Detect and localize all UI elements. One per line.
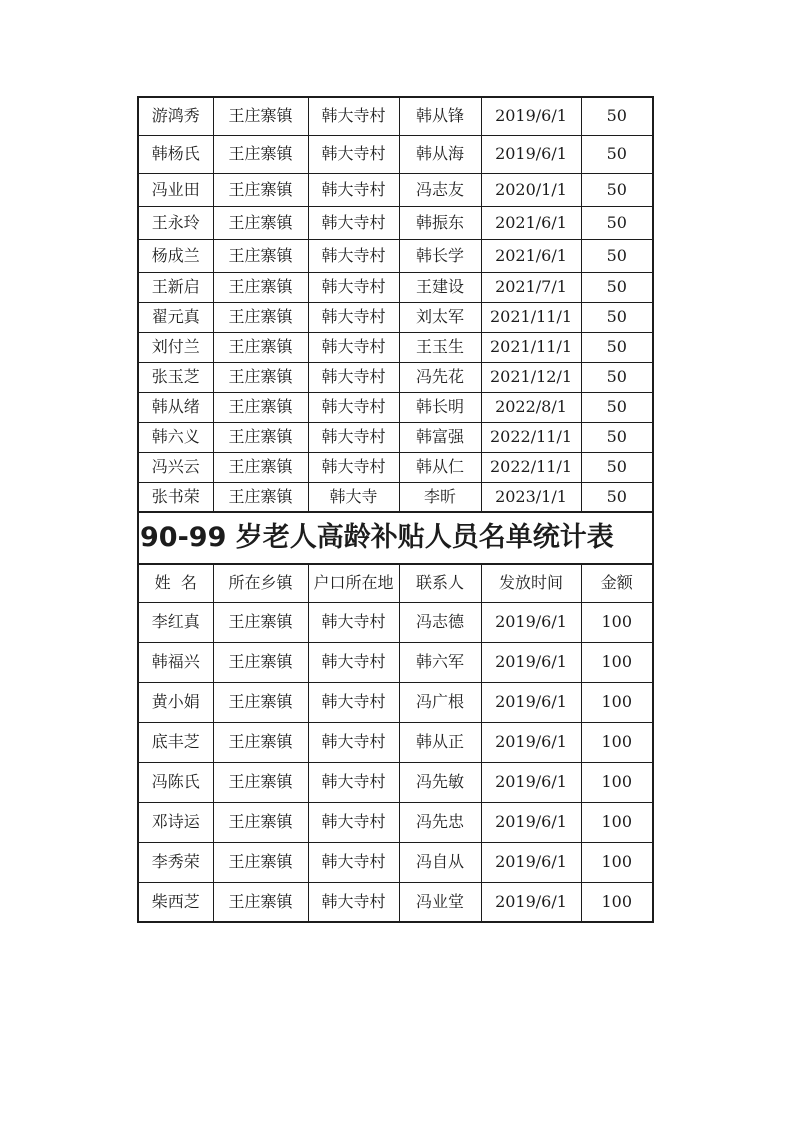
residence-cell: 韩大寺村 <box>308 682 399 722</box>
township-cell: 王庄寨镇 <box>213 272 308 302</box>
table-row <box>138 239 653 272</box>
date-cell: 2022/11/1 <box>481 422 581 452</box>
name-cell: 冯业田 <box>138 173 213 206</box>
table-row <box>138 842 653 882</box>
amount-cell: 100 <box>581 682 653 722</box>
residence-cell: 韩大寺村 <box>308 362 399 392</box>
table-row <box>138 206 653 239</box>
name-cell: 冯陈氏 <box>138 762 213 802</box>
name-cell: 韩杨氏 <box>138 135 213 173</box>
name-cell: 游鸿秀 <box>138 97 213 135</box>
amount-cell: 50 <box>581 239 653 272</box>
contact-cell: 刘太军 <box>399 302 481 332</box>
title-and-header-section <box>138 512 653 602</box>
contact-cell: 冯业堂 <box>399 882 481 922</box>
date-cell: 2019/6/1 <box>481 722 581 762</box>
name-cell: 张书荣 <box>138 482 213 512</box>
contact-cell: 王建设 <box>399 272 481 302</box>
contact-cell: 冯志德 <box>399 602 481 642</box>
name-cell: 李红真 <box>138 602 213 642</box>
date-cell: 2019/6/1 <box>481 762 581 802</box>
amount-cell: 100 <box>581 602 653 642</box>
date-cell: 2022/8/1 <box>481 392 581 422</box>
township-cell: 王庄寨镇 <box>213 362 308 392</box>
date-cell: 2021/12/1 <box>481 362 581 392</box>
contact-cell: 韩长明 <box>399 392 481 422</box>
table-row <box>138 97 653 135</box>
date-cell: 2019/6/1 <box>481 882 581 922</box>
residence-cell: 韩大寺村 <box>308 842 399 882</box>
name-cell: 刘付兰 <box>138 332 213 362</box>
amount-header: 金额 <box>581 564 653 602</box>
amount-cell: 50 <box>581 422 653 452</box>
residence-cell: 韩大寺村 <box>308 135 399 173</box>
name-cell: 韩从绪 <box>138 392 213 422</box>
residence-cell: 韩大寺村 <box>308 602 399 642</box>
residence-cell: 韩大寺村 <box>308 642 399 682</box>
date-header: 发放时间 <box>481 564 581 602</box>
township-cell: 王庄寨镇 <box>213 602 308 642</box>
amount-cell: 100 <box>581 882 653 922</box>
amount-cell: 50 <box>581 272 653 302</box>
name-cell: 翟元真 <box>138 302 213 332</box>
date-cell: 2021/6/1 <box>481 206 581 239</box>
township-header: 所在乡镇 <box>213 564 308 602</box>
residence-header: 户口所在地 <box>308 564 399 602</box>
table-row <box>138 362 653 392</box>
date-cell: 2019/6/1 <box>481 802 581 842</box>
name-cell: 柴西芝 <box>138 882 213 922</box>
residence-cell: 韩大寺村 <box>308 272 399 302</box>
residence-cell: 韩大寺村 <box>308 452 399 482</box>
name-cell: 李秀荣 <box>138 842 213 882</box>
contact-cell: 韩长学 <box>399 239 481 272</box>
amount-cell: 100 <box>581 762 653 802</box>
residence-cell: 韩大寺 <box>308 482 399 512</box>
contact-cell: 韩六军 <box>399 642 481 682</box>
residence-cell: 韩大寺村 <box>308 392 399 422</box>
contact-cell: 韩从仁 <box>399 452 481 482</box>
table-row <box>138 682 653 722</box>
township-cell: 王庄寨镇 <box>213 206 308 239</box>
contact-cell: 韩从锋 <box>399 97 481 135</box>
name-cell: 冯兴云 <box>138 452 213 482</box>
contact-cell: 冯先花 <box>399 362 481 392</box>
date-cell: 2019/6/1 <box>481 842 581 882</box>
table-row <box>138 332 653 362</box>
township-cell: 王庄寨镇 <box>213 482 308 512</box>
document-page <box>137 96 652 923</box>
amount-cell: 50 <box>581 206 653 239</box>
residence-cell: 韩大寺村 <box>308 332 399 362</box>
table-row <box>138 762 653 802</box>
township-cell: 王庄寨镇 <box>213 842 308 882</box>
table-row <box>138 173 653 206</box>
amount-cell: 100 <box>581 842 653 882</box>
contact-cell: 韩振东 <box>399 206 481 239</box>
date-cell: 2021/11/1 <box>481 302 581 332</box>
name-cell: 张玉芝 <box>138 362 213 392</box>
name-cell: 韩六义 <box>138 422 213 452</box>
table-row <box>138 602 653 642</box>
date-cell: 2021/11/1 <box>481 332 581 362</box>
amount-cell: 50 <box>581 302 653 332</box>
date-cell: 2022/11/1 <box>481 452 581 482</box>
township-cell: 王庄寨镇 <box>213 682 308 722</box>
residence-cell: 韩大寺村 <box>308 97 399 135</box>
residence-cell: 韩大寺村 <box>308 882 399 922</box>
table-row <box>138 272 653 302</box>
table-title-row <box>138 512 653 564</box>
township-cell: 王庄寨镇 <box>213 802 308 842</box>
township-cell: 王庄寨镇 <box>213 452 308 482</box>
contact-cell: 冯先忠 <box>399 802 481 842</box>
table-row <box>138 135 653 173</box>
amount-cell: 100 <box>581 642 653 682</box>
header-row <box>138 564 653 602</box>
township-cell: 王庄寨镇 <box>213 97 308 135</box>
township-cell: 王庄寨镇 <box>213 422 308 452</box>
table-row <box>138 482 653 512</box>
township-cell: 王庄寨镇 <box>213 642 308 682</box>
upper-table-body <box>138 97 653 512</box>
township-cell: 王庄寨镇 <box>213 173 308 206</box>
name-cell: 王永玲 <box>138 206 213 239</box>
contact-cell: 韩从海 <box>399 135 481 173</box>
amount-cell: 100 <box>581 722 653 762</box>
table-row <box>138 802 653 842</box>
subsidy-table <box>137 96 654 923</box>
township-cell: 王庄寨镇 <box>213 762 308 802</box>
amount-cell: 50 <box>581 173 653 206</box>
table-row <box>138 302 653 332</box>
table-row <box>138 392 653 422</box>
amount-cell: 50 <box>581 392 653 422</box>
lower-table-body <box>138 602 653 922</box>
amount-cell: 100 <box>581 802 653 842</box>
contact-cell: 冯广根 <box>399 682 481 722</box>
township-cell: 王庄寨镇 <box>213 722 308 762</box>
contact-cell: 冯自从 <box>399 842 481 882</box>
name-cell: 底丰芝 <box>138 722 213 762</box>
contact-cell: 冯志友 <box>399 173 481 206</box>
table-row <box>138 882 653 922</box>
contact-cell: 冯先敏 <box>399 762 481 802</box>
township-cell: 王庄寨镇 <box>213 332 308 362</box>
date-cell: 2019/6/1 <box>481 602 581 642</box>
township-cell: 王庄寨镇 <box>213 882 308 922</box>
residence-cell: 韩大寺村 <box>308 422 399 452</box>
name-cell: 王新启 <box>138 272 213 302</box>
name-cell: 黄小娟 <box>138 682 213 722</box>
contact-cell: 李昕 <box>399 482 481 512</box>
residence-cell: 韩大寺村 <box>308 173 399 206</box>
contact-cell: 王玉生 <box>399 332 481 362</box>
date-cell: 2019/6/1 <box>481 642 581 682</box>
residence-cell: 韩大寺村 <box>308 239 399 272</box>
contact-cell: 韩富强 <box>399 422 481 452</box>
township-cell: 王庄寨镇 <box>213 135 308 173</box>
amount-cell: 50 <box>581 332 653 362</box>
amount-cell: 50 <box>581 135 653 173</box>
table-row <box>138 642 653 682</box>
residence-cell: 韩大寺村 <box>308 206 399 239</box>
name-header: 姓 名 <box>138 564 213 602</box>
name-cell: 杨成兰 <box>138 239 213 272</box>
residence-cell: 韩大寺村 <box>308 302 399 332</box>
date-cell: 2023/1/1 <box>481 482 581 512</box>
residence-cell: 韩大寺村 <box>308 762 399 802</box>
name-cell: 韩福兴 <box>138 642 213 682</box>
page-title: 90-99 岁老人高龄补贴人员名单统计表 <box>138 512 653 564</box>
name-cell: 邓诗运 <box>138 802 213 842</box>
amount-cell: 50 <box>581 362 653 392</box>
date-cell: 2021/6/1 <box>481 239 581 272</box>
date-cell: 2019/6/1 <box>481 97 581 135</box>
date-cell: 2021/7/1 <box>481 272 581 302</box>
date-cell: 2019/6/1 <box>481 135 581 173</box>
amount-cell: 50 <box>581 97 653 135</box>
amount-cell: 50 <box>581 482 653 512</box>
table-row <box>138 722 653 762</box>
table-row <box>138 422 653 452</box>
date-cell: 2019/6/1 <box>481 682 581 722</box>
residence-cell: 韩大寺村 <box>308 802 399 842</box>
amount-cell: 50 <box>581 452 653 482</box>
contact-header: 联系人 <box>399 564 481 602</box>
contact-cell: 韩从正 <box>399 722 481 762</box>
residence-cell: 韩大寺村 <box>308 722 399 762</box>
township-cell: 王庄寨镇 <box>213 302 308 332</box>
date-cell: 2020/1/1 <box>481 173 581 206</box>
township-cell: 王庄寨镇 <box>213 239 308 272</box>
table-row <box>138 452 653 482</box>
township-cell: 王庄寨镇 <box>213 392 308 422</box>
